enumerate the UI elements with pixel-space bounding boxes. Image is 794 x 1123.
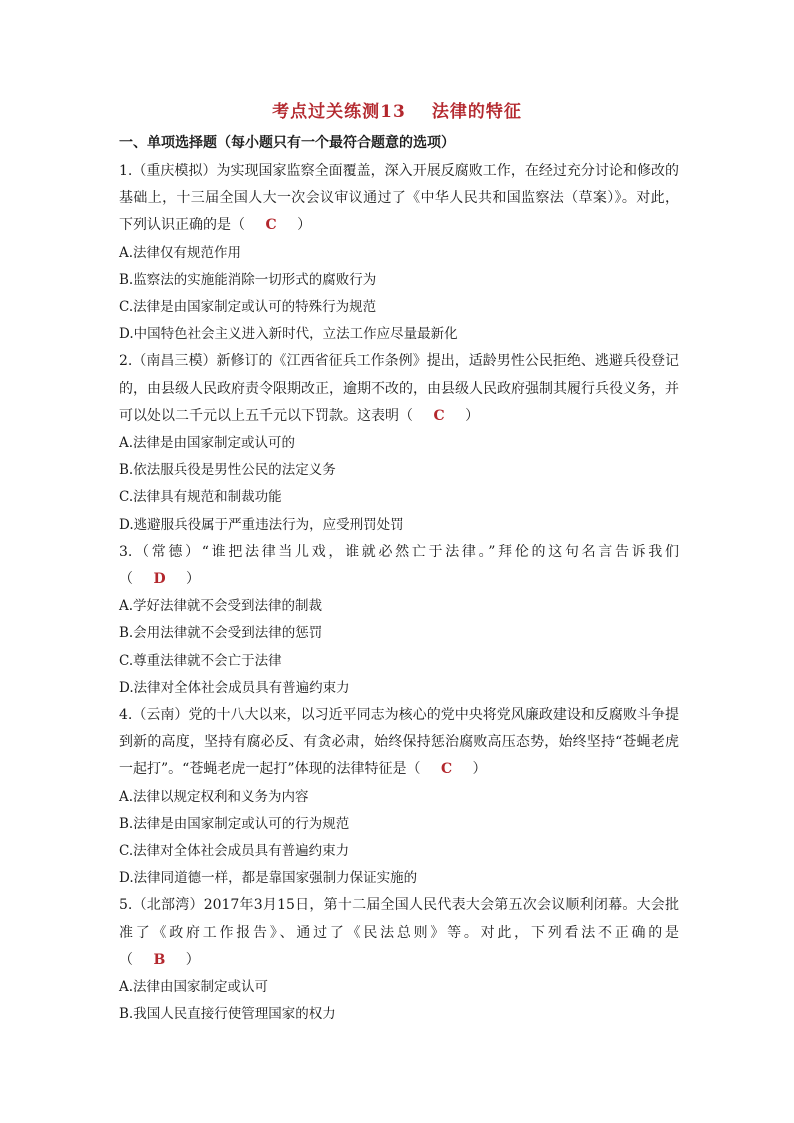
option-c: C.法律是由国家制定或认可的特殊行为规范	[119, 299, 377, 316]
question-line: 5.（北部湾）2017年3月15日，第十二届全国人民代表大会第五次会议顺利闭幕。大会批	[119, 897, 679, 914]
option-c: C.法律对全体社会成员具有普遍约束力	[119, 843, 350, 860]
option-c: C.尊重法律就不会亡于法律	[119, 652, 282, 669]
title-code: 考点过关练测13	[272, 102, 406, 122]
option-b: B.会用法律就不会受到法律的惩罚	[119, 625, 323, 642]
option-c: C.法律具有规范和制裁功能	[119, 489, 282, 506]
question-5	[119, 892, 679, 1028]
question-1	[119, 158, 679, 348]
answer-key: C	[440, 761, 453, 778]
option-d: D.法律同道德一样，都是靠国家强制力保证实施的	[119, 870, 418, 887]
option-b: B.监察法的实施能消除一切形式的腐败行为	[119, 271, 377, 288]
answer-key: C	[265, 217, 277, 234]
question-list	[119, 131, 679, 1029]
question-3	[119, 539, 679, 702]
question-line: 准了《政府工作报告》、通过了《民法总则》等。对此，下列看法不正确的是	[119, 924, 679, 941]
section-heading: 一、单项选择题（每小题只有一个最符合题意的选项）	[119, 135, 455, 151]
answer-key: B	[153, 951, 166, 968]
question-line: 下列认识正确的是（ C ）	[119, 217, 312, 234]
question-line: 一起打”。“苍蝇老虎一起打”体现的法律特征是（ C ）	[119, 761, 487, 778]
question-line: 3.（常德）“谁把法律当儿戏，谁就必然亡于法律。”拜伦的这句名言告诉我们	[119, 543, 679, 560]
question-line: （ D ）	[119, 571, 201, 588]
question-line: 1.（重庆模拟）为实现国家监察全面覆盖，深入开展反腐败工作，在经过充分讨论和修改的	[119, 163, 679, 179]
option-a: A.法律仅有规范作用	[119, 244, 242, 261]
option-d: D.中国特色社会主义进入新时代，立法工作应尽量最新化	[119, 326, 458, 343]
question-2	[119, 348, 679, 538]
question-line: 基础上，十三届全国人大一次会议审议通过了《中华人民共和国监察法（草案）》。对此，	[119, 190, 679, 207]
question-line: 2.（南昌三模）新修订的《江西省征兵工作条例》提出，适龄男性公民拒绝、逃避兵役登记	[119, 353, 679, 370]
option-a: A.法律以规定权利和义务为内容	[119, 788, 309, 805]
option-a: A.学好法律就不会受到法律的制裁	[119, 598, 323, 615]
option-b: B.法律是由国家制定或认可的行为规范	[119, 815, 350, 832]
answer-key: D	[153, 571, 166, 588]
option-d: D.法律对全体社会成员具有普遍约束力	[119, 679, 350, 696]
option-a: A.法律是由国家制定或认可的	[119, 435, 296, 452]
question-line: 的，由县级人民政府责令限期改正，逾期不改的，由县级人民政府强制其履行兵役义务，并	[119, 380, 679, 397]
question-4	[119, 702, 679, 892]
option-b: B.我国人民直接行使管理国家的权力	[119, 1006, 336, 1023]
question-line: 到新的高度，坚持有腐必反、有贪必肃，始终保持惩治腐败高压态势，始终坚持“苍蝇老虎	[119, 734, 679, 751]
option-a: A.法律由国家制定或认可	[119, 979, 269, 996]
question-line: （ B ）	[119, 951, 200, 968]
question-line: 4.（云南）党的十八大以来，以习近平同志为核心的党中央将党风廉政建设和反腐败斗争提	[119, 707, 679, 724]
option-b: B.依法服兵役是男性公民的法定义务	[119, 462, 336, 479]
page-title	[0, 97, 794, 122]
title-topic: 法律的特征	[431, 102, 522, 122]
question-line: 可以处以二千元以上五千元以下罚款。这表明（ C ）	[119, 407, 480, 424]
option-d: D.逃避服兵役属于严重违法行为，应受刑罚处罚	[119, 516, 404, 533]
answer-key: C	[433, 407, 445, 424]
